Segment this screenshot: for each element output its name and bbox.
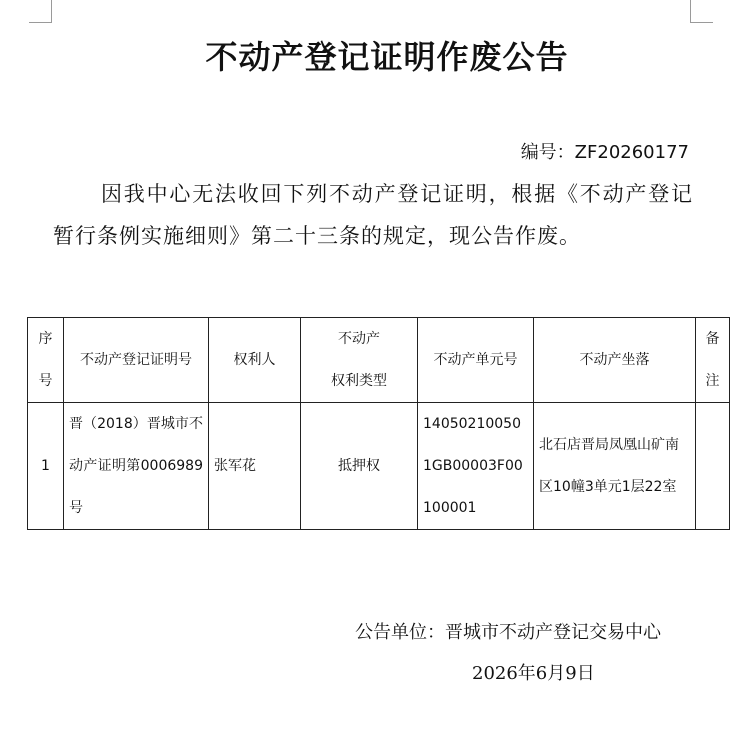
cell-cert-text: 晋（2018）晋城市不动产证明第0006989号	[69, 416, 203, 516]
document-number: 编号：ZF20260177	[520, 142, 689, 163]
header-cert: 不动产登记证明号	[64, 318, 209, 403]
table-row	[28, 403, 730, 530]
cell-holder: 张军花	[209, 403, 301, 530]
header-remark-line2: 注	[705, 373, 720, 389]
issuer: 公告单位：晋城市不动产登记交易中心	[355, 622, 661, 643]
header-holder: 权利人	[209, 318, 301, 403]
cell-remark	[696, 403, 730, 530]
header-seq-line2: 号	[38, 373, 53, 389]
header-right-type-line1: 不动产	[338, 331, 380, 347]
header-remark-line1: 备	[705, 331, 720, 347]
table-header-row	[28, 318, 730, 403]
cell-location	[534, 403, 696, 530]
header-remark	[696, 318, 730, 403]
header-seq-line1: 序	[38, 331, 53, 347]
page-title: 不动产登记证明作废公告	[205, 38, 569, 76]
notice-table	[27, 317, 730, 530]
cell-seq: 1	[28, 403, 64, 530]
cell-cert	[64, 403, 209, 530]
crop-mark-right	[690, 0, 713, 23]
cell-unit	[418, 403, 534, 530]
notice-body: 因我中心无法收回下列不动产登记证明，根据《不动产登记暂行条例实施细则》第二十三条的规定，现公告作废。	[53, 182, 693, 248]
cell-right-type: 抵押权	[301, 403, 418, 530]
cell-unit-text: 140502100501GB00003F00100001	[423, 416, 523, 516]
header-location: 不动产坐落	[534, 318, 696, 403]
cell-location-text: 北石店晋局凤凰山矿南区10幢3单元1层22室	[539, 437, 679, 495]
header-right-type	[301, 318, 418, 403]
header-seq	[28, 318, 64, 403]
header-right-type-line2: 权利类型	[331, 373, 387, 389]
issue-date: 2026年6月9日	[472, 663, 595, 684]
crop-mark-left	[29, 0, 52, 23]
header-unit: 不动产单元号	[418, 318, 534, 403]
